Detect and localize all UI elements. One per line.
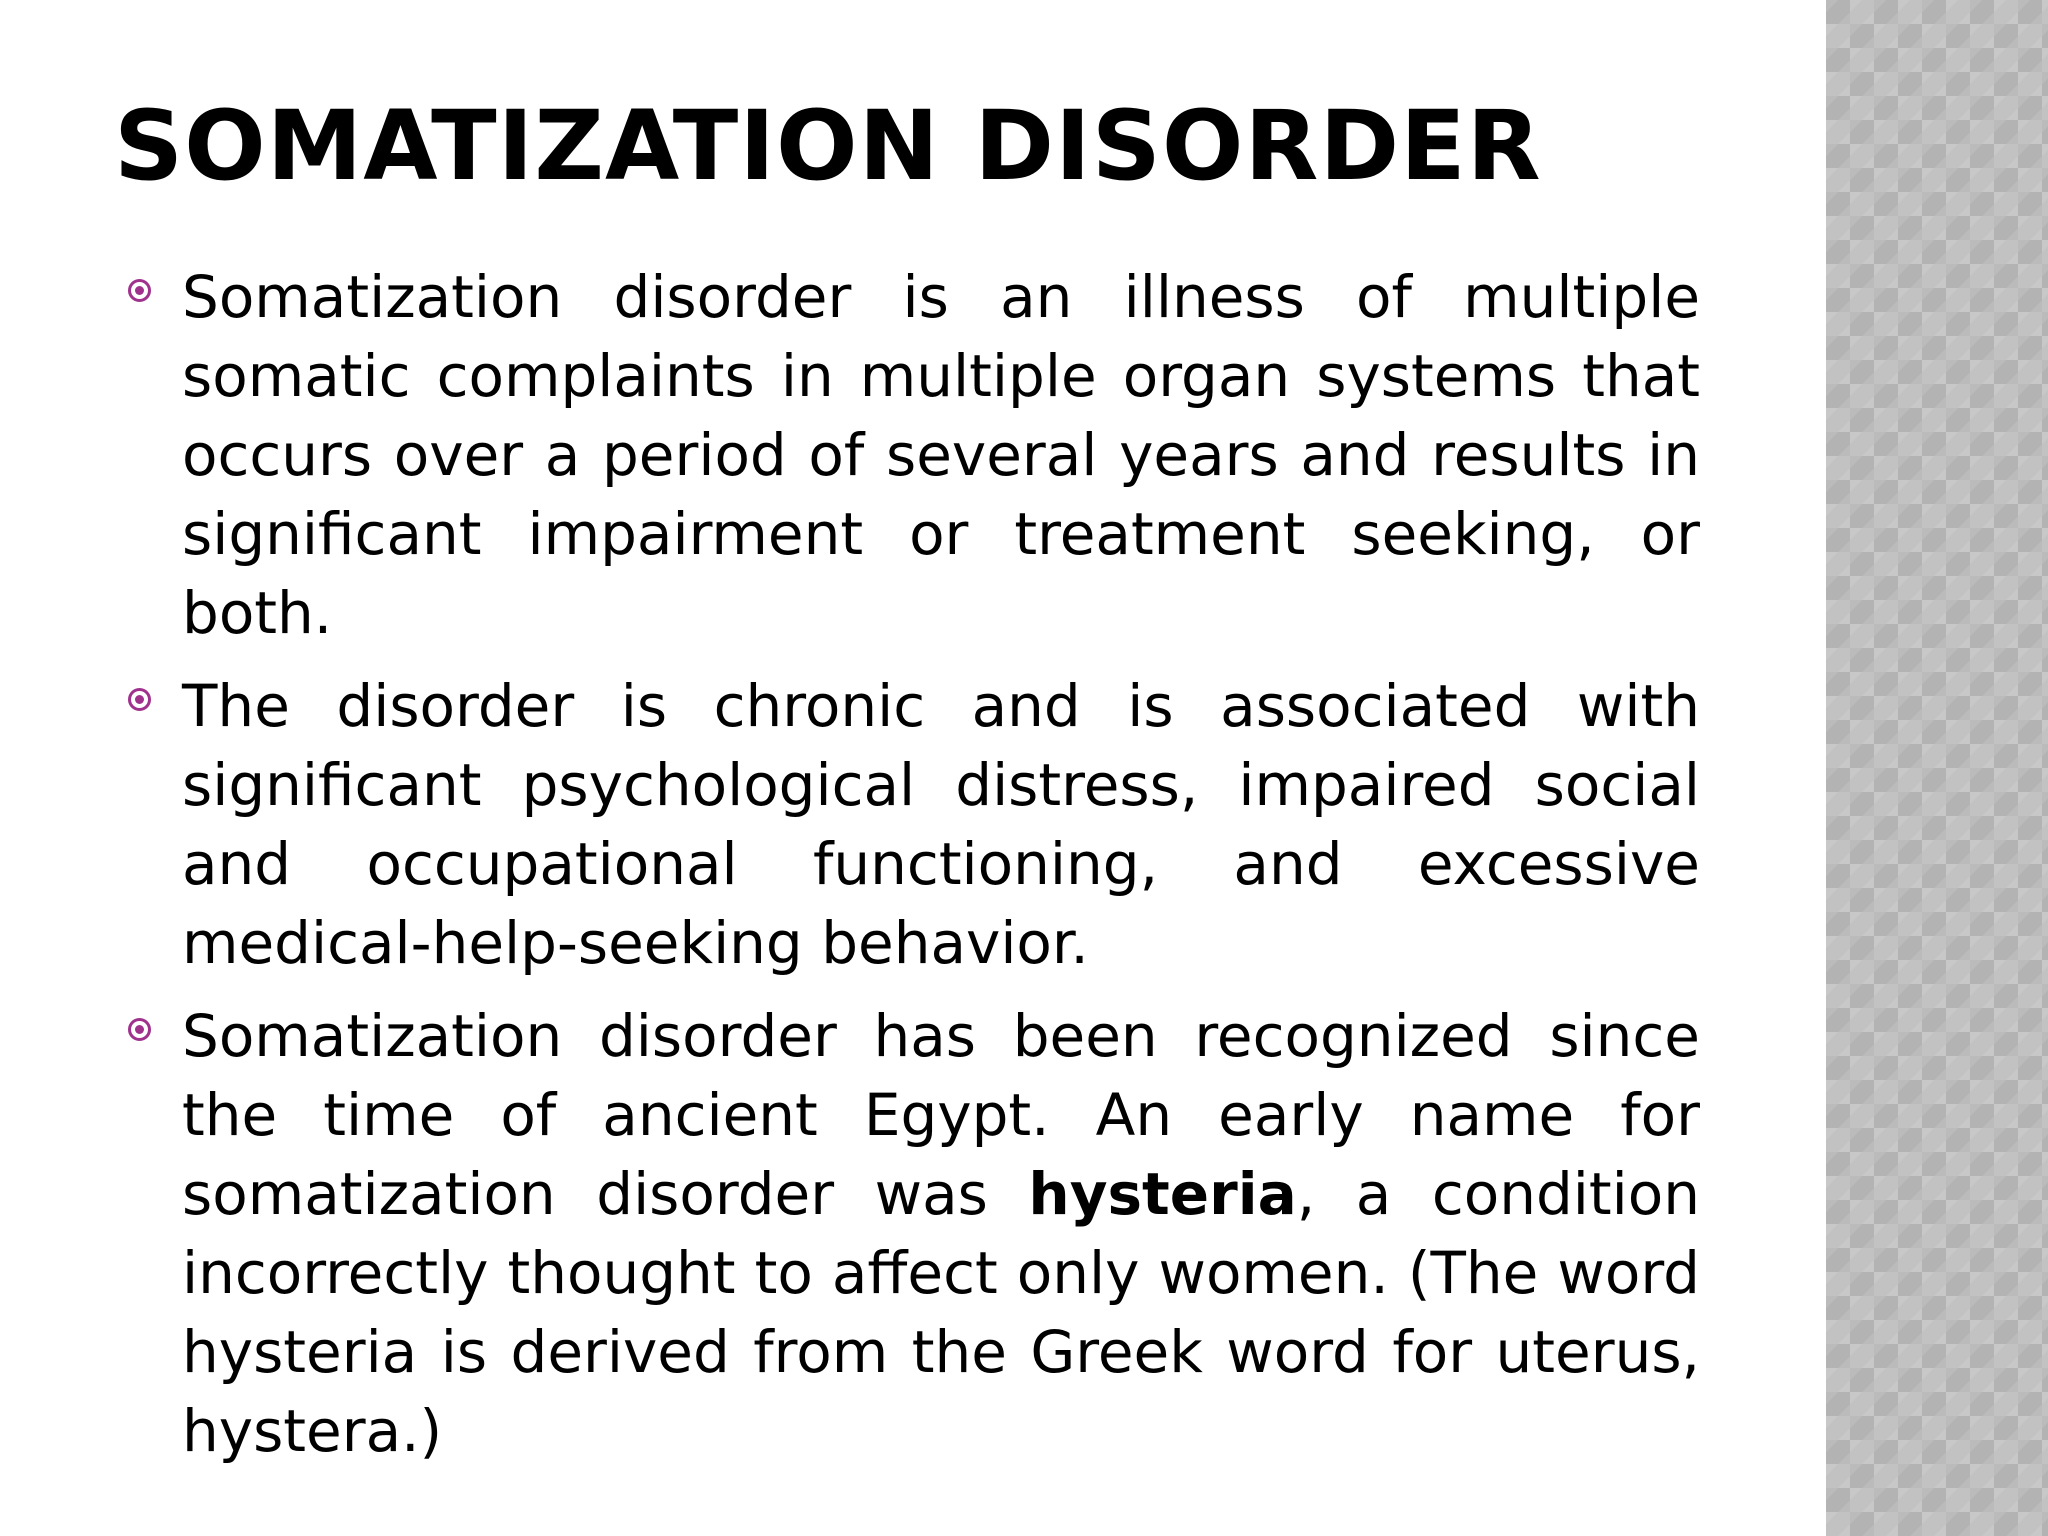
bullet-icon: [128, 688, 151, 711]
decorative-side-panel: [1826, 0, 2048, 1536]
slide-title: SOMATIZATION DISORDER: [114, 90, 1542, 202]
bullet-icon: [128, 1018, 151, 1041]
bullet-text: Somatization disorder is an illness of multiple somatic complaints in multiple organ systems that occurs over a period of several years and results in significant impairment or treatment seeking, or both.: [182, 263, 1700, 647]
bullet-text: [182, 997, 1700, 1471]
bullet-list: [126, 258, 1700, 1485]
bullet-item-3: [126, 997, 1700, 1471]
bullet-text: The disorder is chronic and is associated with significant psychological distress, impaired social and occupational functioning, and excessive medical-help-seeking behavior.: [182, 672, 1700, 977]
bullet-text-after: , a condition incorrectly thought to affect only women. (The word hysteria is derived from the Greek word for uterus, hystera.): [182, 1160, 1700, 1465]
bold-term-hysteria: hysteria: [1028, 1160, 1297, 1228]
bullet-icon: [128, 279, 151, 302]
bullet-item-1: [126, 258, 1700, 653]
bullet-item-2: [126, 667, 1700, 983]
bullet-text-before: Somatization disorder has been recognized since the time of ancient Egypt. An early name for somatization disorder was: [182, 1002, 1700, 1228]
